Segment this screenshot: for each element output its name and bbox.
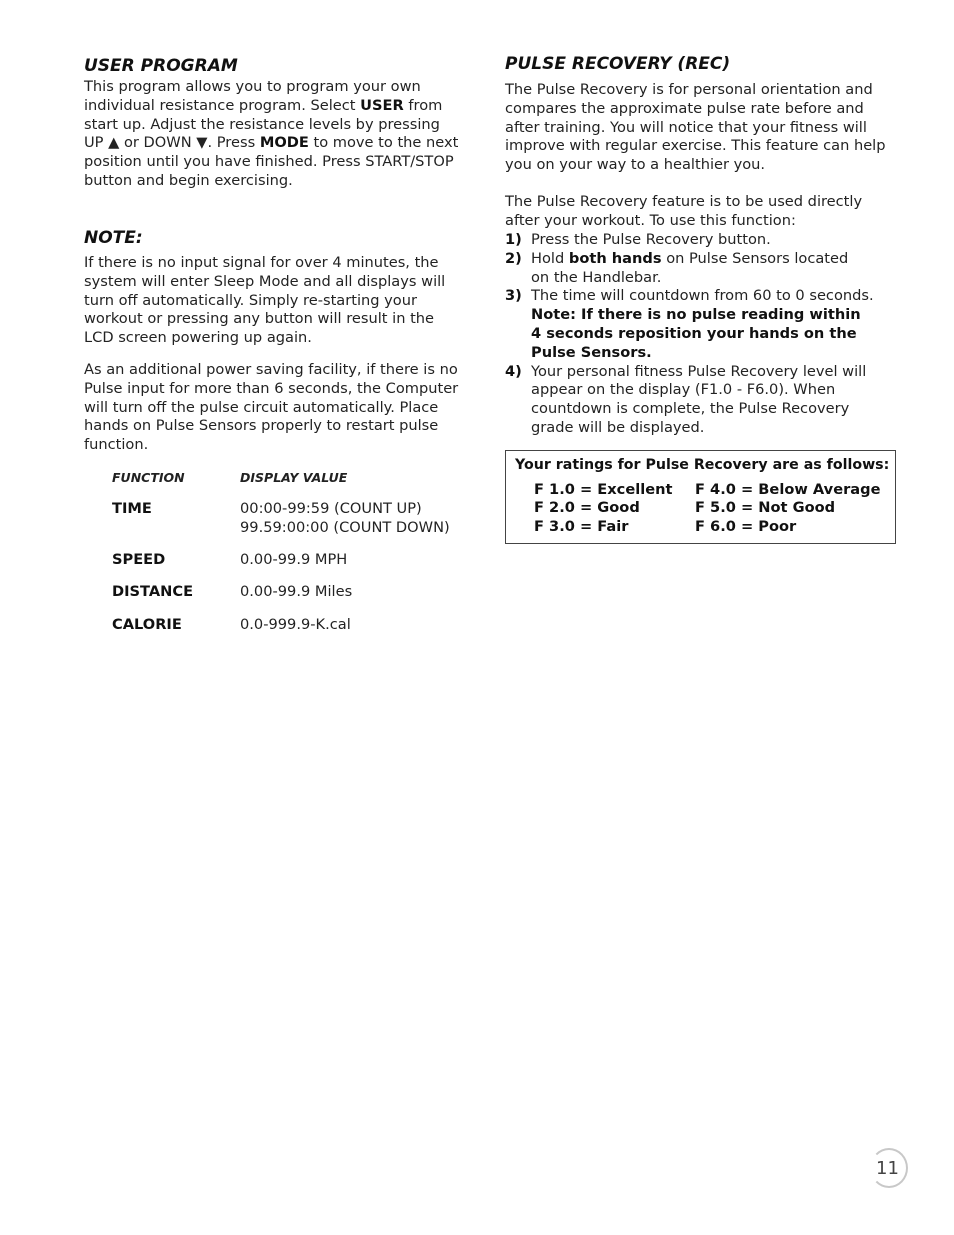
pulse-recovery-heading: PULSE RECOVERY (REC) bbox=[505, 54, 731, 74]
rating-item: F 6.0 = Poor bbox=[695, 518, 797, 535]
step-text: The time will countdown from 60 to 0 seconds. bbox=[531, 287, 874, 305]
function-name: SPEED bbox=[112, 551, 166, 568]
user-program-text: This program allows you to program your own individual resistance program. Select USER from start up. Adjust the resistance levels by pressing UP ▲ or DOWN ▼. Press MODE to move to the next position until you have finished. Press START/STOP button and begin exercising. bbox=[84, 78, 459, 189]
note-paragraph-1: If there is no input signal for over 4 minutes, the system will enter Sleep Mode and all displays will turn off automatically. Simply re-starting your workout or pressing any button will result in the LCD screen powering up again. bbox=[84, 254, 446, 347]
step-text: Hold both hands on Pulse Sensors located on the Handlebar. bbox=[531, 249, 849, 286]
user-program-heading: USER PROGRAM bbox=[84, 56, 238, 76]
display-value: 0.0-999.9-K.cal bbox=[240, 616, 351, 633]
note-heading: NOTE: bbox=[84, 228, 143, 248]
page-number bbox=[868, 1148, 912, 1192]
function-column-header: FUNCTION bbox=[112, 470, 185, 485]
step-number: 4) bbox=[505, 362, 522, 380]
ratings-title: Your ratings for Pulse Recovery are as follows: bbox=[515, 457, 890, 473]
function-name: CALORIE bbox=[112, 616, 182, 633]
rating-item: F 2.0 = Good bbox=[534, 499, 640, 516]
list-item bbox=[505, 231, 900, 250]
display-value: 99.59:00:00 (COUNT DOWN) bbox=[240, 519, 450, 536]
rating-item: F 3.0 = Fair bbox=[534, 518, 629, 535]
pulse-recovery-paragraph-1: The Pulse Recovery is for personal orientation and compares the approximate pulse rate before and after training. You will notice that your fitness will improve with regular exercise. This feature can help you on your way to a healthier you. bbox=[505, 81, 886, 174]
note-paragraph-2: As an additional power saving facility, if there is no Pulse input for more than 6 seconds, the Computer will turn off the pulse circuit automatically. Place hands on Pulse Sensors properly to restart pulse function. bbox=[84, 361, 459, 454]
list-item bbox=[505, 250, 900, 288]
page-number-text: 11 bbox=[876, 1158, 899, 1179]
rating-item: F 5.0 = Not Good bbox=[695, 499, 836, 516]
step-text: Your personal fitness Pulse Recovery level will appear on the display (F1.0 - F6.0). When countdown is complete, the Pulse Recovery grade will be displayed. bbox=[531, 362, 867, 436]
rating-item: F 1.0 = Excellent bbox=[534, 481, 673, 498]
steps-list bbox=[505, 231, 900, 438]
display-value-column-header: DISPLAY VALUE bbox=[240, 470, 348, 485]
display-value: 00:00-99:59 (COUNT UP) bbox=[240, 500, 422, 517]
step-number: 3) bbox=[505, 287, 522, 305]
display-value: 0.00-99.9 Miles bbox=[240, 583, 353, 600]
step-text: Press the Pulse Recovery button. bbox=[531, 231, 771, 248]
rating-item: F 4.0 = Below Average bbox=[695, 481, 881, 498]
pulse-recovery-paragraph-2: The Pulse Recovery feature is to be used directly after your workout. To use this function: bbox=[505, 193, 863, 229]
step-number: 2) bbox=[505, 249, 522, 267]
function-name: DISTANCE bbox=[112, 583, 194, 600]
step-number: 1) bbox=[505, 231, 522, 248]
list-item bbox=[505, 363, 900, 438]
list-item bbox=[505, 287, 900, 362]
ratings-box bbox=[505, 450, 896, 544]
step-note: Note: If there is no pulse reading within 4 seconds reposition your hands on the Pulse Sensors. bbox=[531, 306, 861, 361]
function-name: TIME bbox=[112, 500, 152, 517]
display-value: 0.00-99.9 MPH bbox=[240, 551, 348, 568]
